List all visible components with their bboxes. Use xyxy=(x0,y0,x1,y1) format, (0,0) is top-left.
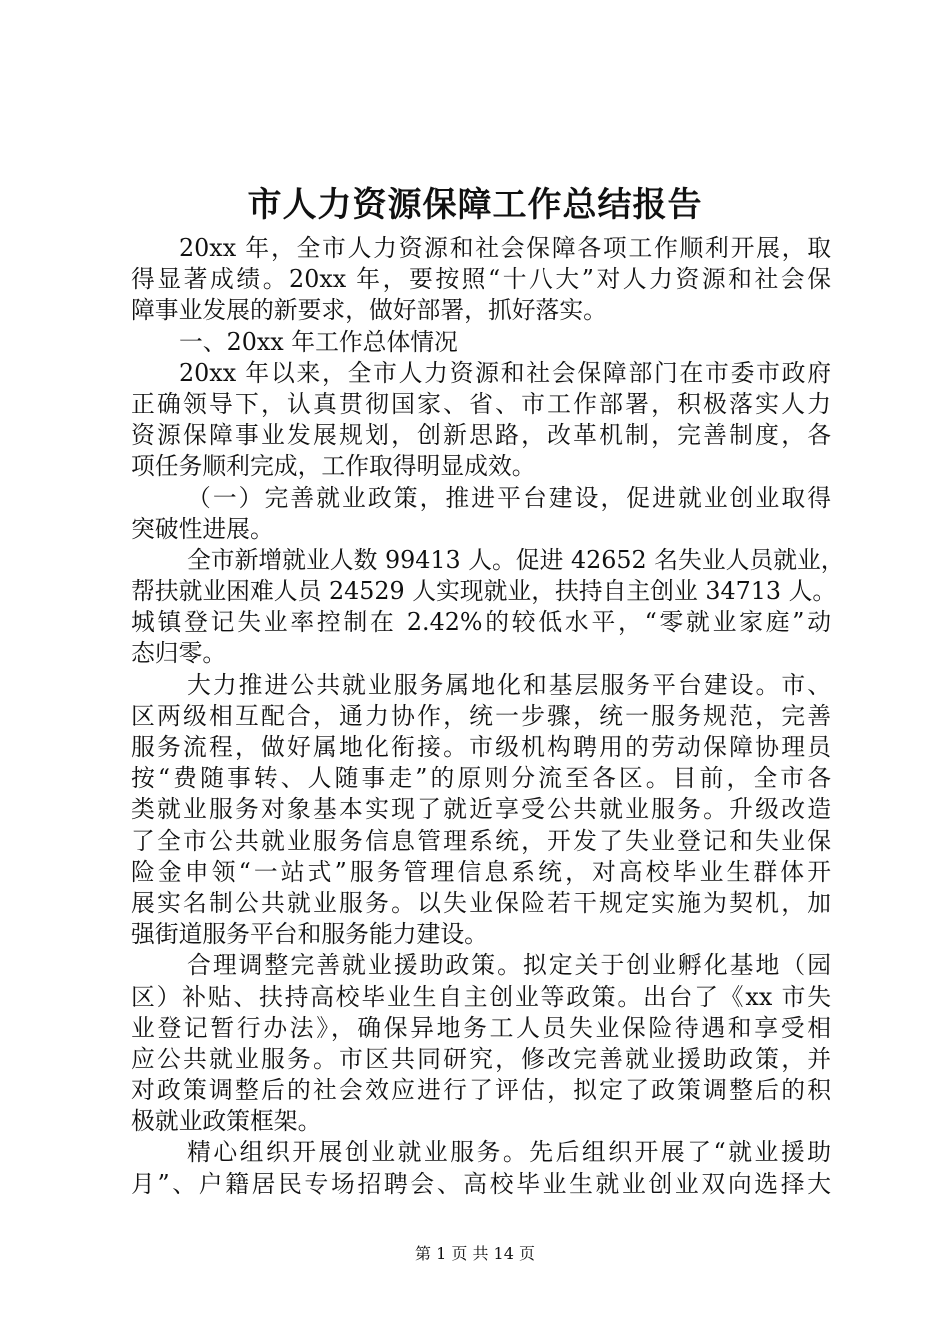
paragraph-line: 城镇登记失业率控制在 2.42%的较低水平，“零就业家庭”动 xyxy=(131,608,831,637)
paragraph-line: 态归零。 xyxy=(131,639,227,668)
page-footer: 第 1 页 共 14 页 xyxy=(415,1244,535,1263)
paragraph-line: 资源保障事业发展规划，创新思路，改革机制，完善制度，各 xyxy=(131,421,831,450)
paragraph-line: 强街道服务平台和服务能力建设。 xyxy=(131,920,488,949)
paragraph-line: 20xx 年以来，全市人力资源和社会保障部门在市委市政府 xyxy=(179,358,831,387)
section-heading: 一、20xx 年工作总体情况 xyxy=(179,327,458,356)
document-title: 市人力资源保障工作总结报告 xyxy=(247,185,703,225)
paragraph-line: 按“费随事转、人随事走”的原则分流至各区。目前，全市各 xyxy=(131,764,831,793)
paragraph-line: 月”、户籍居民专场招聘会、高校毕业生就业创业双向选择大 xyxy=(131,1169,831,1198)
paragraph-line: 精心组织开展创业就业服务。先后组织开展了“就业援助 xyxy=(187,1138,831,1167)
paragraph-line: 险金申领“一站式”服务管理信息系统，对高校毕业生群体开 xyxy=(131,857,831,886)
paragraph-line: 区）补贴、扶持高校毕业生自主创业等政策。出台了《xx 市失 xyxy=(131,982,831,1011)
paragraph-line: 类就业服务对象基本实现了就近享受公共就业服务。升级改造 xyxy=(131,795,831,824)
paragraph-line: 了全市公共就业服务信息管理系统，开发了失业登记和失业保 xyxy=(131,826,831,855)
paragraph-line: 极就业政策框架。 xyxy=(131,1107,322,1136)
paragraph-line: 得显著成绩。20xx 年，要按照“十八大”对人力资源和社会保 xyxy=(131,265,831,294)
paragraph-line: 区两级相互配合，通力协作，统一步骤，统一服务规范，完善 xyxy=(131,701,831,730)
paragraph-line: 帮扶就业困难人员 24529 人实现就业，扶持自主创业 34713 人。 xyxy=(131,577,837,606)
paragraph-line: 对政策调整后的社会效应进行了评估，拟定了政策调整后的积 xyxy=(131,1076,831,1105)
paragraph-line: 业登记暂行办法》，确保异地务工人员失业保险待遇和享受相 xyxy=(131,1013,831,1042)
subsection-heading: （一）完善就业政策，推进平台建设，促进就业创业取得 xyxy=(187,483,831,512)
paragraph-line: 服务流程，做好属地化衔接。市级机构聘用的劳动保障协理员 xyxy=(131,733,831,761)
paragraph-line: 障事业发展的新要求，做好部署，抓好落实。 xyxy=(131,296,607,325)
subsection-heading: 突破性进展。 xyxy=(131,514,274,543)
paragraph-line: 全市新增就业人数 99413 人。促进 42652 名失业人员就业， xyxy=(187,545,845,574)
paragraph-line: 展实名制公共就业服务。以失业保险若干规定实施为契机，加 xyxy=(131,888,831,917)
paragraph-line: 正确领导下，认真贯彻国家、省、市工作部署，积极落实人力 xyxy=(131,389,831,418)
paragraph-line: 20xx 年，全市人力资源和社会保障各项工作顺利开展，取 xyxy=(179,234,831,262)
paragraph-line: 合理调整完善就业援助政策。拟定关于创业孵化基地（园 xyxy=(187,951,831,980)
paragraph-line: 项任务顺利完成，工作取得明显成效。 xyxy=(131,452,536,481)
paragraph-line: 应公共就业服务。市区共同研究，修改完善就业援助政策，并 xyxy=(131,1044,831,1073)
paragraph-line: 大力推进公共就业服务属地化和基层服务平台建设。市、 xyxy=(187,670,831,699)
document-body xyxy=(131,233,845,1200)
